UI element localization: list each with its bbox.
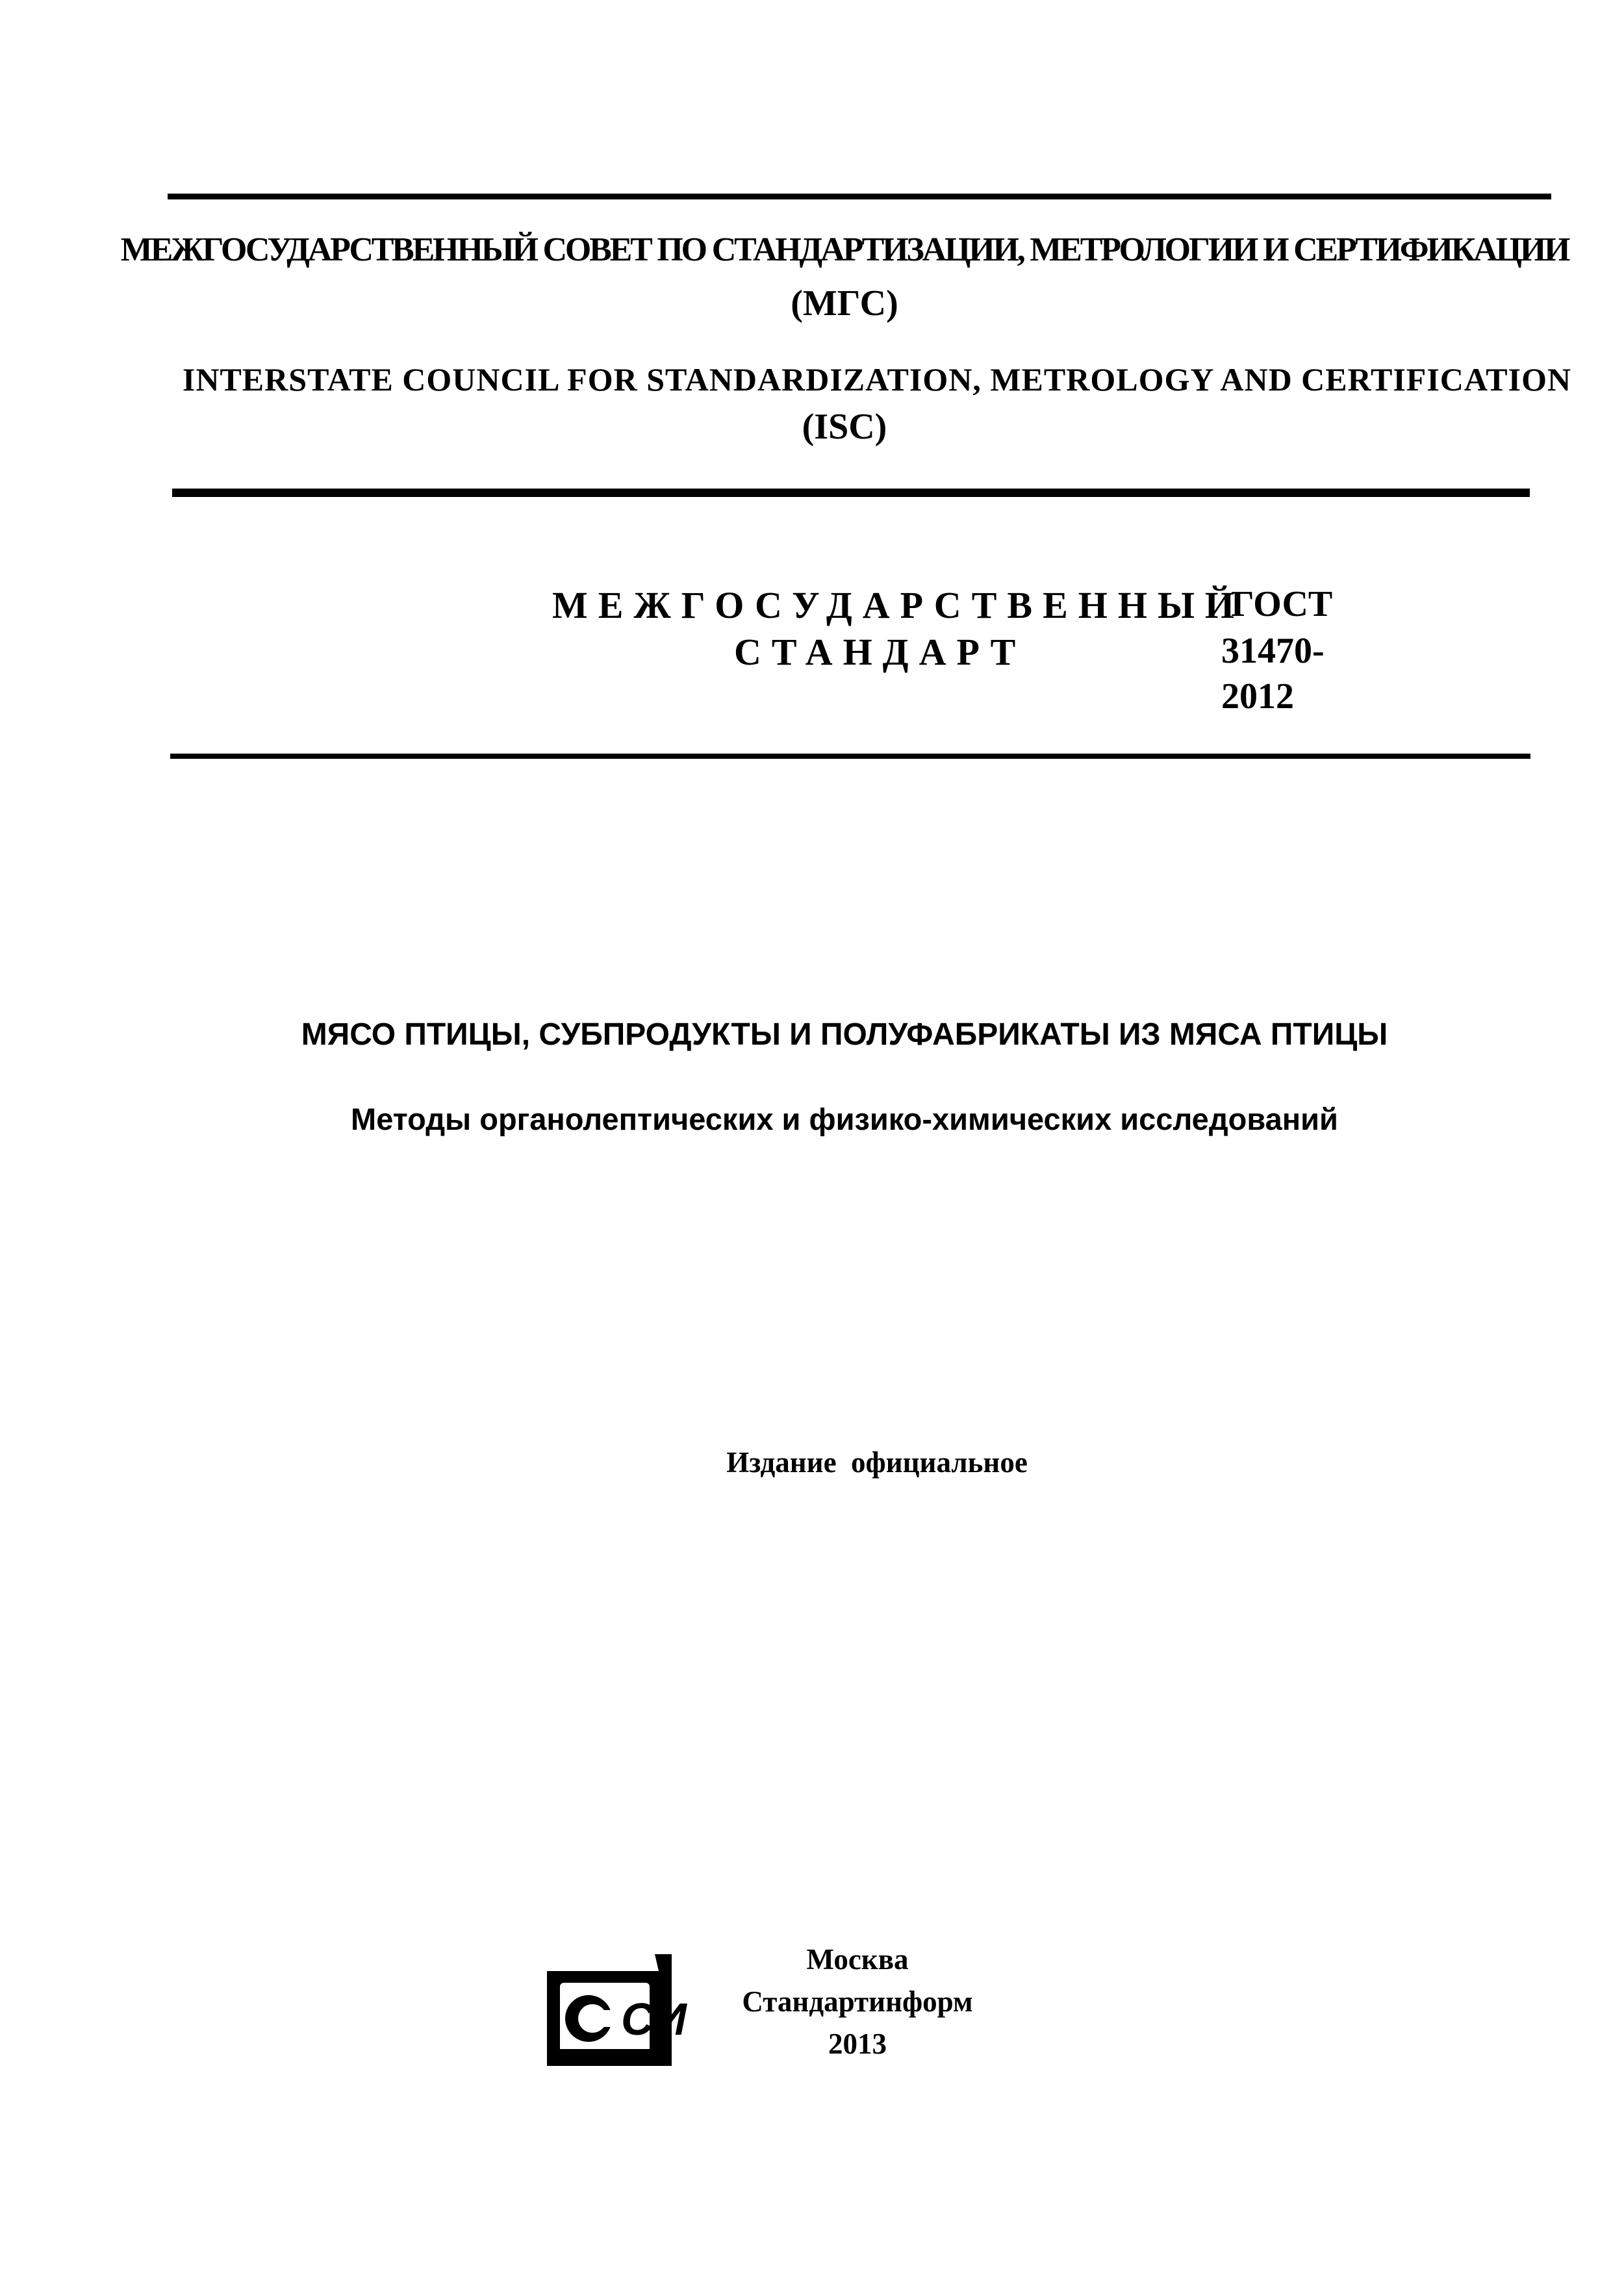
header-bottom-rule (172, 489, 1530, 497)
publisher-city: Москва (806, 1943, 909, 1976)
council-abbr-en: (ISC) (802, 407, 887, 447)
top-rule (168, 194, 1551, 199)
council-name-ru: МЕЖГОСУДАРСТВЕННЫЙ СОВЕТ ПО СТАНДАРТИЗАЦИИ, МЕТРОЛОГИИ И СЕРТИФИКАЦИИ (120, 231, 1569, 268)
gost-label: ГОСТ (1231, 584, 1333, 624)
designation-rule (170, 754, 1530, 759)
publication-year: 2013 (828, 2028, 887, 2060)
standartinform-logo-icon (544, 1952, 687, 2069)
standard-type-line1: МЕЖГОСУДАРСТВЕННЫЙ (552, 584, 1245, 626)
gost-year: 2012 (1221, 676, 1294, 717)
document-title: МЯСО ПТИЦЫ, СУБПРОДУКТЫ И ПОЛУФАБРИКАТЫ ИЗ МЯСА ПТИЦЫ (301, 1017, 1388, 1052)
document-subtitle: Методы органолептических и физико-химических исследований (351, 1102, 1338, 1136)
publisher-name: Стандартинформ (742, 1985, 973, 2018)
standard-type-line2: СТАНДАРТ (734, 631, 1026, 673)
edition-label: Издание официальное (726, 1446, 1028, 1479)
logo-text: СИ (621, 1994, 687, 2044)
council-abbr-ru: (МГС) (791, 283, 898, 324)
council-name-en: INTERSTATE COUNCIL FOR STANDARDIZATION, METROLOGY AND CERTIFICATION (182, 361, 1572, 398)
gost-number: 31470- (1221, 631, 1325, 671)
